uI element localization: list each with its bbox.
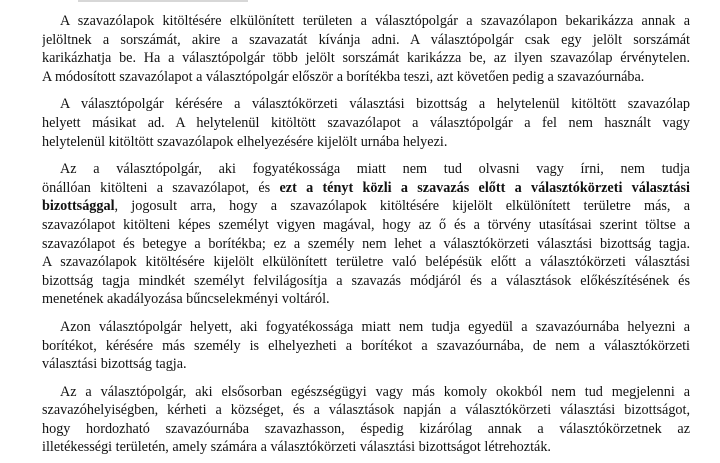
text-run: , jogosult arra, hogy a szavazólapok kitöltésére kijelölt elkülönített területre más, a xyxy=(114,198,690,215)
text-line: szavazóhelyiségben, kérheti a községet, és a választások napján a választókörzeti választási bizottságot, xyxy=(42,402,690,419)
text-line: bizottság tagja mindkét személyt felvilágosítja a szavazás módjáról és a választások előkészítésének és xyxy=(42,272,690,289)
document-page xyxy=(42,12,690,463)
text-line: helyett másikat ad. A helytelenül kitöltött szavazólapot a választópolgár a fel nem használt vagy xyxy=(42,114,690,131)
text-line-mixed xyxy=(42,197,690,216)
paragraph-2 xyxy=(42,95,690,151)
text-run: önállóan kitölteni a szavazólapot, és xyxy=(42,179,280,196)
text-line: választási bizottság tagja. xyxy=(42,356,187,373)
text-line: illetékességi területén, amely számára a választókörzeti választási bizottságot létrehozták. xyxy=(42,439,551,456)
text-line: menetének akadályozása bűncselekményi voltáról. xyxy=(42,291,330,308)
paragraph-4 xyxy=(42,318,690,374)
text-line: jelöltnek a sorszámát, akire a szavazatát kívánja adni. A választópolgár csak egy jelölt sorszámát xyxy=(42,31,690,48)
text-line: A választópolgár kérésére a választókörzeti választási bizottság a helytelenül kitöltött szavazólap xyxy=(60,96,690,113)
text-line: A módosított szavazólapot a választópolgár először a borítékba teszi, azt követően pedig a szavazóurnába. xyxy=(42,68,645,85)
text-line: karikázhatja be. Ha a választópolgár több jelölt sorszámát karikázza be, az ilyen szavazólap érvénytelen. xyxy=(42,50,690,67)
emphasized-text: ezt a tényt közli a szavazás előtt a választókörzeti választási xyxy=(279,179,690,196)
text-line: borítékot, kérésére más személy is elhelyezheti a borítékot a szavazóurnába, de nem a választókörzeti xyxy=(42,337,690,354)
text-line: helytelenül kitöltött szavazólapok elhelyezésére kijelölt urnába helyezi. xyxy=(42,133,448,150)
text-line: A szavazólapok kitöltésére kijelölt elkülönített területre való belépésük előtt a választókörzeti választási xyxy=(42,254,690,271)
text-line: Az a választópolgár, aki elsősorban egészségügyi vagy más komoly okokból nem tud megjelenni a xyxy=(60,383,690,400)
text-line: Az a választópolgár, aki fogyatékossága miatt nem tud olvasni vagy írni, nem tudja xyxy=(60,161,690,178)
text-line: hogy hordozható szavazóurnába szavazhasson, éspedig kizárólag annak a választókörzetnek az xyxy=(42,420,690,437)
text-line: szavazólapot és betegye a borítékba; ez a személy nem lehet a választókörzeti választási bizottság tagja. xyxy=(42,235,690,252)
text-line: A szavazólapok kitöltésére elkülönített területen a választópolgár a szavazólapon bekarikázza annak a xyxy=(60,13,690,29)
scan-artifact-line xyxy=(78,0,248,2)
paragraph-1 xyxy=(42,12,690,86)
text-line: Azon választópolgár helyett, aki fogyatékossága miatt nem tudja egyedül a szavazóurnába helyezni a xyxy=(60,318,690,335)
text-line: szavazólapot kitölteni képes személyt vigyen magával, hogy az ő és a törvény utasításai szerint töltse a xyxy=(42,216,690,233)
emphasized-text: bizottsággal xyxy=(42,198,115,215)
paragraph-3 xyxy=(42,160,690,309)
text-line-mixed xyxy=(42,179,690,198)
